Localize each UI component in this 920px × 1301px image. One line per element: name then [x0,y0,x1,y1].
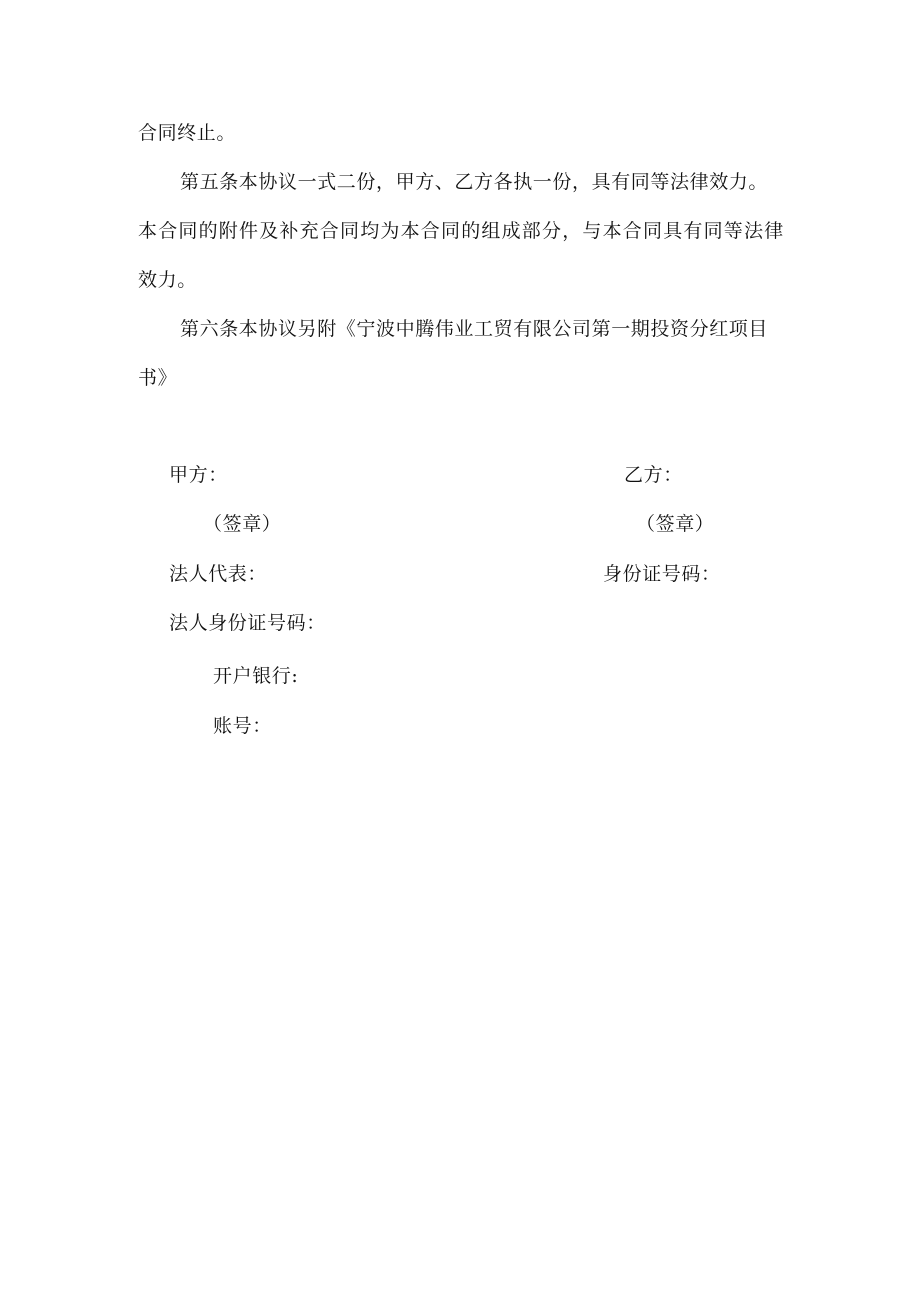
party-b-seal: （签章） [636,513,715,535]
id-number-label: 身份证号码： [603,563,721,585]
party-a-seal: （签章） [203,513,282,535]
party-b-label: 乙方： [624,464,683,486]
party-a-label: 甲方： [169,464,228,486]
article-six-line: 第六条本协议另附《宁波中腾伟业工贸有限公司第一期投资分红项目 [180,318,769,340]
legal-representative-label: 法人代表： [169,563,268,585]
legal-person-id-label: 法人身份证号码： [169,612,326,634]
account-label: 账号： [213,715,272,737]
bank-label: 开户银行: [213,665,299,687]
article-six-continuation: 书》 [138,367,178,389]
paragraph-line-1: 合同终止。 [138,122,237,144]
contract-appendix-line: 本合同的附件及补充合同均为本合同的组成部分，与本合同具有同等法律 [138,220,785,242]
effect-line: 效力。 [138,269,197,291]
article-five-line: 第五条本协议一式二份，甲方、乙方各执一份，具有同等法律效力。 [180,171,769,193]
